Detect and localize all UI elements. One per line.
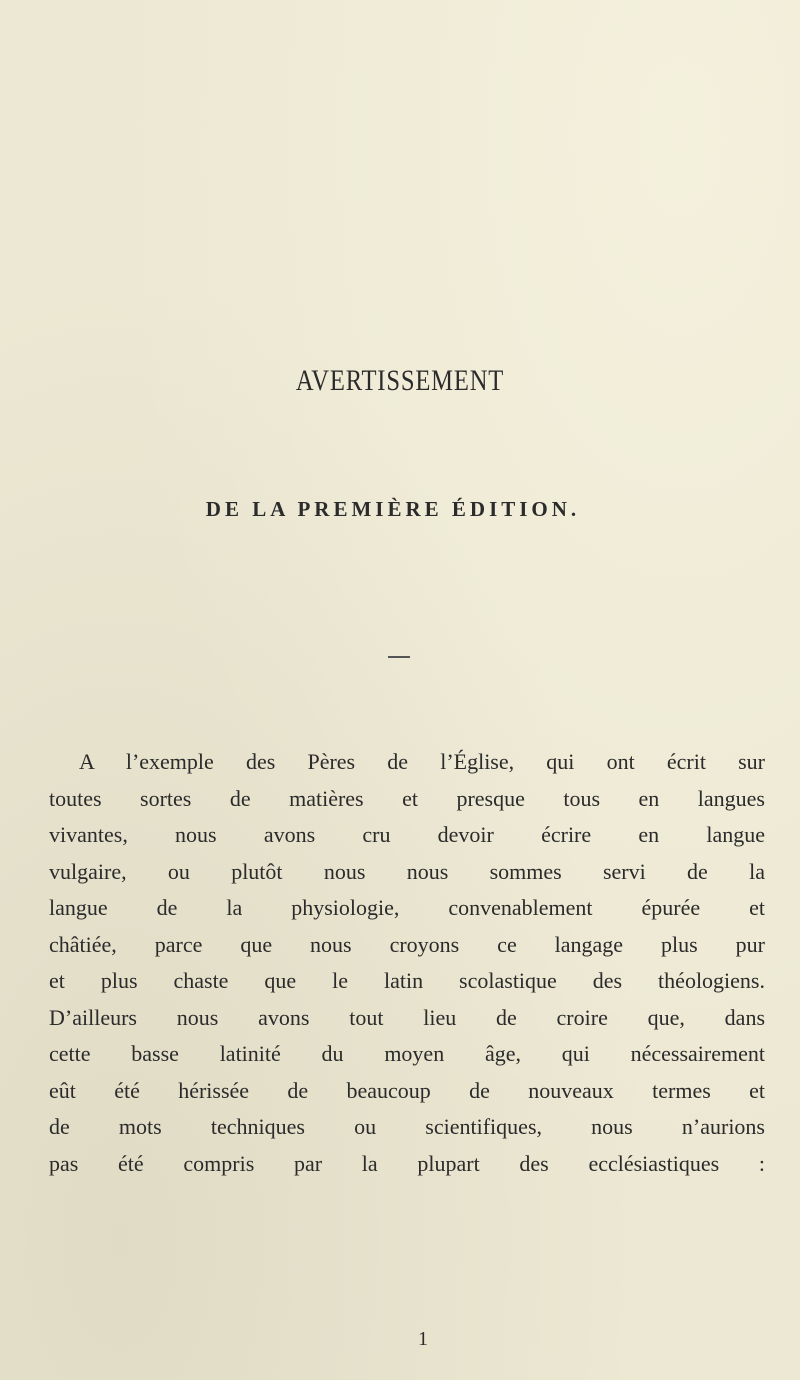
paragraph-line: de mots techniques ou scientifiques, nous n’aurions (49, 1114, 765, 1139)
paragraph-line: vivantes, nous avons cru devoir écrire en langue (49, 822, 765, 847)
body-paragraph (49, 744, 765, 1182)
page-title: AVERTISSEMENT (295, 364, 505, 397)
page-number: 1 (418, 1328, 428, 1350)
paragraph-line: D’ailleurs nous avons tout lieu de croire que, dans (49, 1004, 765, 1030)
paragraph-line: A l’exemple des Pères de l’Église, qui ont écrit sur (79, 749, 765, 774)
paragraph-line: cette basse latinité du moyen âge, qui nécessairement (49, 1041, 765, 1066)
paragraph-line: et plus chaste que le latin scolastique des théologiens. (49, 968, 765, 993)
paragraph-line: eût été hérissée de beaucoup de nouveaux termes et (49, 1077, 765, 1103)
section-divider (388, 656, 410, 658)
paragraph-line: langue de la physiologie, convenablement épurée et (49, 895, 765, 920)
paragraph-line: châtiée, parce que nous croyons ce langage plus pur (49, 931, 765, 957)
paragraph-line: toutes sortes de matières et presque tous en langues (49, 785, 765, 811)
page-subtitle: DE LA PREMIÈRE ÉDITION. (205, 497, 581, 521)
paragraph-line: vulgaire, ou plutôt nous nous sommes servi de la (49, 858, 765, 884)
paragraph-line: pas été compris par la plupart des ecclésiastiques : (49, 1150, 765, 1176)
